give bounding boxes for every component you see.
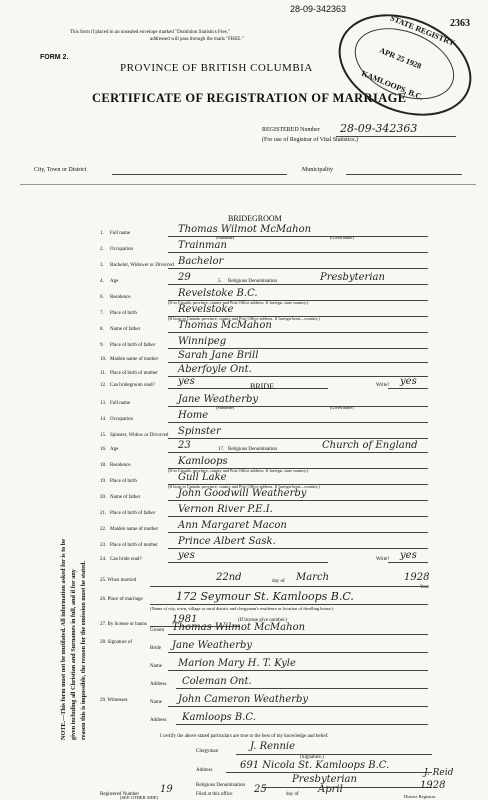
row-value: Spinster bbox=[178, 426, 221, 437]
postal-notice-2: addressed will pass through the mails "FREE." bbox=[150, 37, 244, 42]
groom-signature: Thomas Wilmot McMahon bbox=[172, 622, 306, 633]
registered-label: REGISTERED Number bbox=[262, 127, 320, 133]
witness-1-address: Coleman Ont. bbox=[182, 676, 252, 687]
row-label: Spinster, Widow or Divorced bbox=[110, 433, 169, 438]
filed-year: 1928 bbox=[420, 780, 446, 791]
row-number: 1. bbox=[100, 231, 104, 236]
registered-value: 28-09-342363 bbox=[340, 122, 418, 135]
row-number: 9. bbox=[100, 343, 104, 348]
row-label: Residence bbox=[110, 295, 131, 300]
witnesses-label: 29. Witnesses bbox=[100, 698, 128, 703]
clergyman-address: 691 Nicola St. Kamloops B.C. bbox=[240, 760, 390, 771]
row-value: yes bbox=[400, 376, 417, 387]
row-label: Write? bbox=[376, 557, 390, 562]
row-number: 15. bbox=[100, 433, 107, 438]
row-number: 5. bbox=[218, 279, 222, 284]
certificate-title: CERTIFICATE OF REGISTRATION OF MARRIAGE bbox=[92, 91, 407, 105]
row-label: Place of birth bbox=[110, 311, 137, 316]
field-caption: (Given name) bbox=[330, 235, 354, 240]
postal-notice-1: This form if placed in an unsealed envelope marked "Dominion Statistics Free," bbox=[70, 30, 231, 35]
row-value: Sarah Jane Brill bbox=[178, 350, 259, 361]
row-number: 7. bbox=[100, 311, 104, 316]
license-label: 27. By license or banns bbox=[100, 622, 147, 627]
row-number: 2. bbox=[100, 247, 104, 252]
field-caption: (Surname) bbox=[216, 235, 235, 240]
bride-signature: Jane Weatherby bbox=[172, 640, 253, 651]
witness-2-name: John Cameron Weatherby bbox=[178, 694, 309, 705]
license-number: 1981 bbox=[172, 614, 198, 625]
registered-number-label: Registered Number bbox=[100, 792, 140, 797]
row-number: 10. bbox=[100, 357, 107, 362]
city-label: City, Town or District bbox=[34, 167, 87, 173]
row-value: Church of England bbox=[322, 440, 418, 451]
registrar-use-note: (For use of Registrar of Vital Statistics.) bbox=[262, 137, 359, 143]
row-number: 4. bbox=[100, 279, 104, 284]
place-of-marriage: 172 Seymour St. Kamloops B.C. bbox=[176, 590, 354, 603]
row-value: 29 bbox=[178, 272, 191, 283]
field-caption: (Surname) bbox=[216, 405, 235, 410]
row-value: Vernon River P.E.I. bbox=[178, 504, 273, 515]
filed-month: April bbox=[318, 784, 343, 795]
row-value: Trainman bbox=[178, 240, 227, 251]
row-number: 14. bbox=[100, 417, 107, 422]
row-number: 21. bbox=[100, 511, 107, 516]
row-label: Maiden name of mother bbox=[110, 357, 159, 362]
province-heading: PROVINCE OF BRITISH COLUMBIA bbox=[120, 62, 313, 74]
row-value: Presbyterian bbox=[320, 272, 385, 283]
row-value: Kamloops bbox=[178, 456, 228, 467]
row-number: 19. bbox=[100, 479, 107, 484]
row-number: 20. bbox=[100, 495, 107, 500]
row-label: Place of birth bbox=[110, 479, 137, 484]
row-value: Jane Weatherby bbox=[178, 394, 259, 405]
row-value: Revelstoke B.C. bbox=[178, 288, 258, 299]
row-number: 18. bbox=[100, 463, 107, 468]
row-value: Thomas McMahon bbox=[178, 320, 272, 331]
serial-number: 28-09-342363 bbox=[290, 4, 347, 14]
married-month: March bbox=[296, 572, 330, 583]
row-value: Aberfoyle Ont. bbox=[178, 364, 252, 375]
row-label: Religious Denomination bbox=[228, 279, 278, 284]
field-caption: (If born in Canada, province, county and Post Office address. If foreign-born—country.) bbox=[168, 316, 320, 321]
row-value: Ann Margaret Macon bbox=[178, 520, 287, 531]
side-note-line-3: reason this is impossible, the reason for the omission must be stated. bbox=[80, 561, 87, 740]
row-value: Home bbox=[178, 410, 209, 421]
row-number: 11. bbox=[100, 371, 107, 376]
row-value: yes bbox=[178, 550, 195, 561]
place-of-marriage-label: 26. Place of marriage bbox=[100, 597, 143, 602]
form-number: FORM 2. bbox=[40, 54, 69, 61]
row-number: 17. bbox=[218, 447, 225, 452]
row-value: 23 bbox=[178, 440, 191, 451]
row-label: Write? bbox=[376, 383, 390, 388]
bridegroom-heading: BRIDEGROOM bbox=[228, 214, 282, 223]
row-number: 8. bbox=[100, 327, 104, 332]
see-other-side: [SEE OTHER SIDE] bbox=[120, 795, 159, 800]
row-label: Place of birth of mother bbox=[110, 371, 158, 376]
row-label: Can bride read? bbox=[110, 557, 142, 562]
registrar-signature: J. Reid bbox=[424, 768, 454, 778]
field-caption: (Given name) bbox=[330, 405, 354, 410]
row-label: Name of father bbox=[110, 495, 141, 500]
row-label: Occupation bbox=[110, 247, 134, 252]
row-number: 3. bbox=[100, 263, 104, 268]
row-label: Residence bbox=[110, 463, 131, 468]
row-number: 6. bbox=[100, 295, 104, 300]
clergyman-denomination: Presbyterian bbox=[292, 774, 357, 785]
married-day: 22nd bbox=[216, 572, 242, 583]
row-label: Place of birth of mother bbox=[110, 543, 158, 548]
clergyman-signature: J. Rennie bbox=[250, 741, 296, 752]
row-number: 23. bbox=[100, 543, 107, 548]
row-label: Name of father bbox=[110, 327, 141, 332]
field-caption: (If in Canada, province, county and Post Office address. If foreign, state country.) bbox=[168, 468, 309, 473]
row-number: 12. bbox=[100, 383, 107, 388]
row-value: yes bbox=[178, 376, 195, 387]
row-label: Full name bbox=[110, 231, 131, 236]
signature-label: 28. Signature of bbox=[100, 640, 133, 645]
certificate-page: 28-09-342363 2363 This form if placed in an unsealed envelope marked "Dominion Statistics Free," addressed will pass through the mails "FREE." FORM 2. PROVINCE OF BRITISH COLUMBIA CERTIFICATE OF REGISTRATION OF MARRIAGE REGISTERED Number 28-09-342363 (For use of Registrar of Vital Statistics.) STATE REGISTRY APR 25 1928 KAMLOOPS, B.C. City, Town or District Municipality NOTE.—This form must not be mutilated. All information asked for is to be given including all Christian and Surnames in full, and if for any reason this is impossible, the reason for the omission must be stated. BRIDEGROOM 1. Full name Thomas Wilmot McMahon 2. Occupation Trainman 3. Bachelor, Widower or Divorced Bachelor 4. Age 29 5. Religious Denomination Presbyterian 6. Residence Revelstoke B.C. 7. Place of birth Revelstoke 8. Name of father Thomas McMahon 9. Place of birth of father Winnipeg 10. Maiden name of mother Sarah Jane Brill 11. Place of birth of mother Aberfoyle Ont. 12. Can bridegroom read? yes Write? yes BRIDE 13. Full name Jane Weatherby 14. Occupation Home 15. Spinster, Widow or Divorced Spinster 16. Age 23 17. Religious Denomination Church of England 18. Residence Kamloops 19. Place of birth Gull Lake 20. Name of father John Goodwill Weatherby 21. Place of birth of father Vernon River P.E.I. 22. Maiden name of mother Ann Margaret Macon 23. Place of birth of mother Prince Albert Sask. 24. Can bride read? yes Write? yes 25. When married 22nd day of March 1928 Year 26. Place of marriage 172 Seymour St. Kamloops B.C. (Name of city, town, village or rural district and clergyman's residence or location of dwelling house.) 27. By license or banns 1981 (If license give number.) 28. Signature of Groom Thomas Wilmot McMahon Bride Jane Weatherby 29. Witnesses Name Marion Mary H. T. Kyle Address Coleman Ont. Name John Cameron Weatherby Address Kamloops B.C. I certify the above stated particulars are true to the best of my knowledge and belief. Clergyman J. Rennie (Signature.) Address 691 Nicola St. Kamloops B.C. Religious Denomination Presbyterian Registered Number 19 Filed at this office 25 day of April 1928 J. Reid District Registrar. [SEE OTHER SIDE] (Surname) (Given name) (If in Canada, province, county and Post Office address. If foreign, state country.) (If born in Canada, province, county and Post Office address. If foreign-born—country.) (Surname) (Given name) (If in Canada, province, county and Post Office address. If foreign, state country.) (If born in Canada, province, county and Post Office address. If foreign-born—country.) bbox=[0, 0, 488, 800]
row-value: Winnipeg bbox=[178, 336, 227, 347]
top-number: 2363 bbox=[450, 18, 470, 29]
row-number: 13. bbox=[100, 401, 107, 406]
row-label: Religious Denomination bbox=[228, 447, 278, 452]
registered-number-value: 19 bbox=[160, 784, 173, 795]
row-label: Bachelor, Widower or Divorced bbox=[110, 263, 174, 268]
when-married-label: 25. When married bbox=[100, 578, 137, 583]
row-value: Thomas Wilmot McMahon bbox=[178, 224, 312, 235]
side-note-line-2: given including all Christian and Surnames in full, and if for any bbox=[70, 569, 77, 740]
row-label: Age bbox=[110, 279, 119, 284]
row-value: John Goodwill Weatherby bbox=[178, 488, 307, 499]
row-value: yes bbox=[400, 550, 417, 561]
field-caption: (If in Canada, province, county and Post Office address. If foreign, state country.) bbox=[168, 300, 309, 305]
row-number: 24. bbox=[100, 557, 107, 562]
row-label: Maiden name of mother bbox=[110, 527, 159, 532]
row-number: 16. bbox=[100, 447, 107, 452]
municipality-label: Municipality bbox=[302, 167, 333, 173]
row-value: Gull Lake bbox=[178, 472, 227, 483]
row-label: Can bridegroom read? bbox=[110, 383, 155, 388]
witness-1-name: Marion Mary H. T. Kyle bbox=[178, 658, 296, 669]
row-label: Occupation bbox=[110, 417, 134, 422]
field-caption: (If born in Canada, province, county and Post Office address. If foreign-born—country.) bbox=[168, 484, 320, 489]
row-label: Age bbox=[110, 447, 119, 452]
row-value: Bachelor bbox=[178, 256, 224, 267]
filed-day: 25 bbox=[254, 784, 267, 795]
row-value: Prince Albert Sask. bbox=[178, 536, 276, 547]
row-label: Full name bbox=[110, 401, 131, 406]
registry-stamp: STATE REGISTRY APR 25 1928 KAMLOOPS, B.C. bbox=[323, 0, 486, 134]
bride-heading: BRIDE bbox=[250, 382, 274, 391]
row-label: Place of birth of father bbox=[110, 343, 156, 348]
row-label: Place of birth of father bbox=[110, 511, 156, 516]
married-year: 1928 bbox=[404, 572, 430, 583]
certify-text: I certify the above stated particulars are true to the best of my knowledge and belief. bbox=[160, 734, 329, 739]
row-value: Revelstoke bbox=[178, 304, 234, 315]
witness-2-address: Kamloops B.C. bbox=[182, 712, 256, 723]
side-note-line-1: NOTE.—This form must not be mutilated. All information asked for is to be bbox=[60, 539, 67, 740]
row-number: 22. bbox=[100, 527, 107, 532]
